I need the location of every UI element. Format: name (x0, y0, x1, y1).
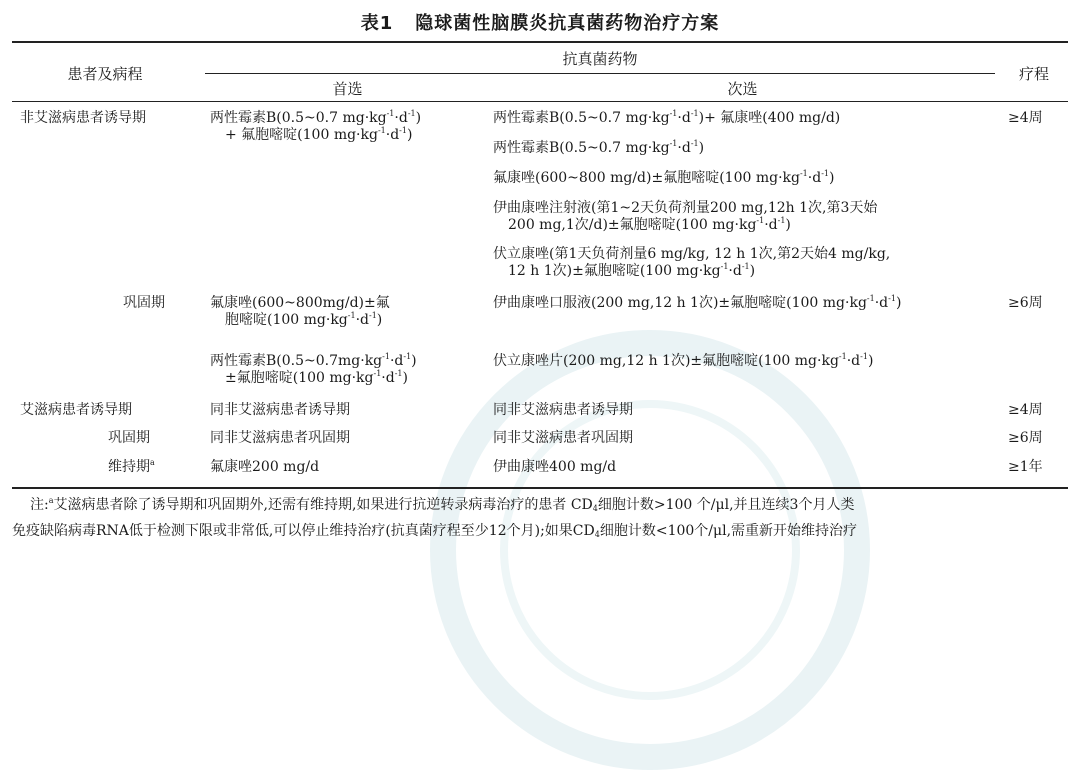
nonaids-consolidation-first-1: 氟康唑(600~800mg/d)±氟 胞嘧啶(100 $mg\cdot kg^{-1}\cdot d^{-1}$) (210, 295, 390, 328)
table-title (0, 9, 1080, 35)
nonaids-induction-second-3: 氟康唑(600~800 mg/d)±氟胞嘧啶(100 $mg\cdot kg^{-1}\cdot d^{-1}$) (493, 169, 835, 186)
aids-consolidation-course: ≥6周 (1008, 430, 1043, 446)
aids-maintenance-second: 伊曲康唑400 mg/d (493, 459, 617, 475)
aids-induction-first: 同非艾滋病患者诱导期 (210, 402, 350, 418)
bottom-rule (12, 487, 1068, 489)
header-second-choice: 次选 (727, 80, 758, 98)
stage-nonaids-induction: 非艾滋病患者诱导期 (20, 110, 146, 126)
nonaids-induction-course: ≥4周 (1008, 110, 1043, 126)
stage-nonaids-consolidation: 巩固期 (123, 295, 165, 311)
header-patient: 患者及病程 (67, 65, 143, 83)
aids-maintenance-course: ≥1年 (1008, 459, 1043, 475)
table-note-line-2: 免疫缺陷病毒RNA低于检测下限或非常低,可以停止维持治疗(抗真菌疗程至少12个月);如果$CD_4$细胞计数<100个/μl,需重新开始维持治疗 (12, 523, 858, 539)
nonaids-induction-second-1: 两性霉素B(0.5~0.7 $mg\cdot kg^{-1}\cdot d^{-1})+$ 氟康唑(400 mg/d) (493, 109, 841, 126)
nonaids-consolidation-second-1: 伊曲康唑口服液(200 mg,12 h 1次)±氟胞嘧啶(100 $mg\cdot kg^{-1}\cdot d^{-1}$) (493, 294, 902, 311)
nonaids-consolidation-second-2: 伏立康唑片(200 mg,12 h 1次)±氟胞嘧啶(100 $mg\cdot kg^{-1}\cdot d^{-1}$) (493, 352, 874, 369)
header-bottom-rule (12, 101, 1068, 102)
header-antifungal: 抗真菌药物 (562, 50, 638, 68)
nonaids-induction-second-2: 两性霉素B(0.5~0.7 $mg\cdot kg^{-1}\cdot d^{-1}$) (493, 139, 705, 156)
nonaids-induction-first-choice: 两性霉素B(0.5~0.7 $mg\cdot kg^{-1}\cdot d^{-1}$) + 氟胞嘧啶(100 $mg\cdot kg^{-1}\cdot d^{-1}$) (210, 109, 422, 143)
aids-induction-course: ≥4周 (1008, 402, 1043, 418)
nonaids-consolidation-first-2: 两性霉素$B(0.5\sim 0.7mg\cdot kg^{-1}\cdot d^{-1})$ ±氟胞嘧啶(100 $mg\cdot kg^{-1}\cdot d^{-1}$) (210, 352, 417, 386)
header-sub-rule (205, 73, 995, 74)
table-note-line-1: 注:$^a$艾滋病患者除了诱导期和巩固期外,还需有维持期,如果进行抗逆转录病毒治疗的患者 $CD_4$细胞计数>100 个/μl,并且连续3个月人类 (30, 496, 855, 513)
aids-induction-second: 同非艾滋病患者诱导期 (493, 402, 633, 418)
stage-aids-consolidation: 巩固期 (108, 430, 150, 446)
nonaids-induction-second-5: 伏立康唑(第1天负荷剂量6 mg/kg, 12 h 1次,第2天始4 mg/kg, 12 h 1次)±氟胞嘧啶(100 $mg\cdot kg^{-1}\cdot d^{-1}$) (493, 246, 891, 279)
nonaids-induction-second-4: 伊曲康唑注射液(第1~2天负荷剂量200 mg,12h 1次,第3天始 200 mg,1次/d)±氟胞嘧啶(100 $mg\cdot kg^{-1}\cdot d^{-1}$) (493, 200, 878, 233)
top-rule (12, 41, 1068, 43)
aids-maintenance-first: 氟康唑200 mg/d (210, 459, 320, 475)
stage-aids-maintenance: 维持期$^a$ (108, 458, 155, 475)
stage-aids-induction: 艾滋病患者诱导期 (20, 402, 132, 418)
table-caption: 隐球菌性脑膜炎抗真菌药物治疗方案 (415, 13, 720, 34)
header-course: 疗程 (1018, 65, 1049, 83)
aids-consolidation-second: 同非艾滋病患者巩固期 (493, 430, 633, 446)
header-first-choice: 首选 (332, 80, 363, 98)
aids-consolidation-first: 同非艾滋病患者巩固期 (210, 430, 350, 446)
table-label: 表1 (360, 13, 394, 34)
nonaids-consolidation-course: ≥6周 (1008, 295, 1043, 311)
